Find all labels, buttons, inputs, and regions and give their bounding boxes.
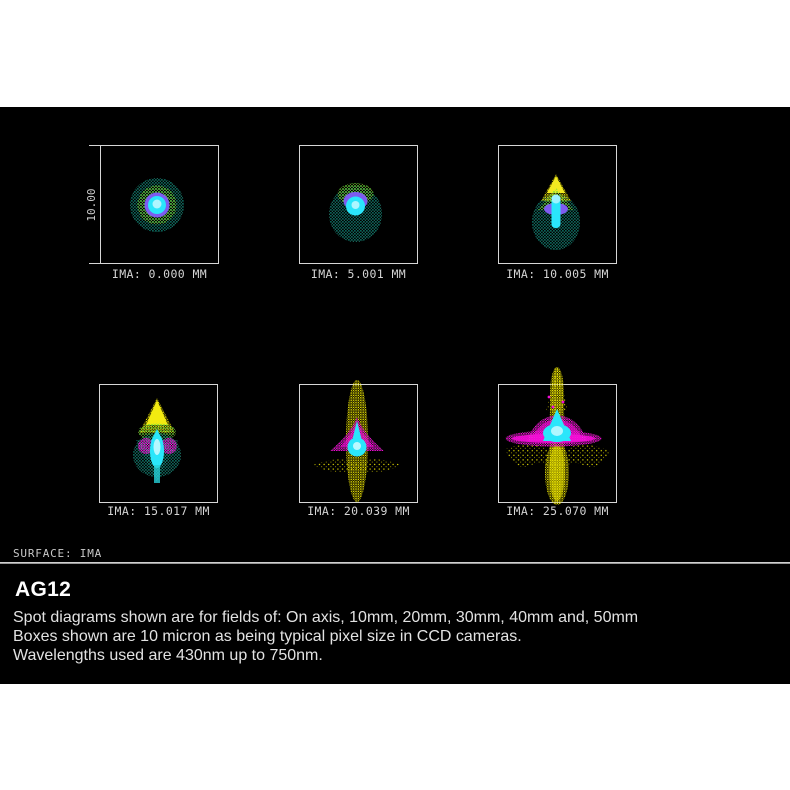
description-line-3: Wavelengths used are 430nm up to 750nm. — [13, 647, 323, 664]
divider-line — [0, 562, 790, 564]
spot-box-4 — [99, 384, 218, 503]
description-line-1: Spot diagrams shown are for fields of: On axis, 10mm, 20mm, 30mm, 40mm and, 50mm — [13, 609, 639, 626]
spot-box-6 — [498, 384, 617, 503]
scale-label: 10.00 — [85, 188, 98, 222]
ima-label-2: IMA: 5.001 MM — [310, 267, 407, 281]
ima-label-6: IMA: 25.070 MM — [506, 504, 609, 518]
description-line-2: Boxes shown are 10 micron as being typical pixel size in CCD cameras. — [13, 628, 522, 645]
spot-box-1 — [100, 145, 219, 264]
ima-label-3: IMA: 10.005 MM — [506, 267, 609, 281]
spot-scatter-20mm — [300, 385, 417, 502]
spot-scatter-10mm — [499, 146, 616, 263]
spot-scatter-25mm — [499, 385, 616, 502]
ima-label-5: IMA: 20.039 MM — [307, 504, 410, 518]
spot-box-3 — [498, 145, 617, 264]
ima-label-4: IMA: 15.017 MM — [107, 504, 210, 518]
spot-scatter-15mm — [100, 385, 217, 502]
spot-scatter-5mm — [300, 146, 417, 263]
product-title: AG12 — [15, 578, 72, 601]
spot-scatter-on-axis — [101, 146, 218, 263]
spot-box-2 — [299, 145, 418, 264]
scale-tick-bottom — [89, 263, 100, 264]
spot-box-5 — [299, 384, 418, 503]
ima-label-1: IMA: 0.000 MM — [111, 267, 208, 281]
surface-label: SURFACE: IMA — [13, 547, 103, 560]
spot-diagram-panel — [0, 107, 790, 684]
description-block — [13, 608, 638, 665]
scale-tick-top — [89, 145, 100, 146]
